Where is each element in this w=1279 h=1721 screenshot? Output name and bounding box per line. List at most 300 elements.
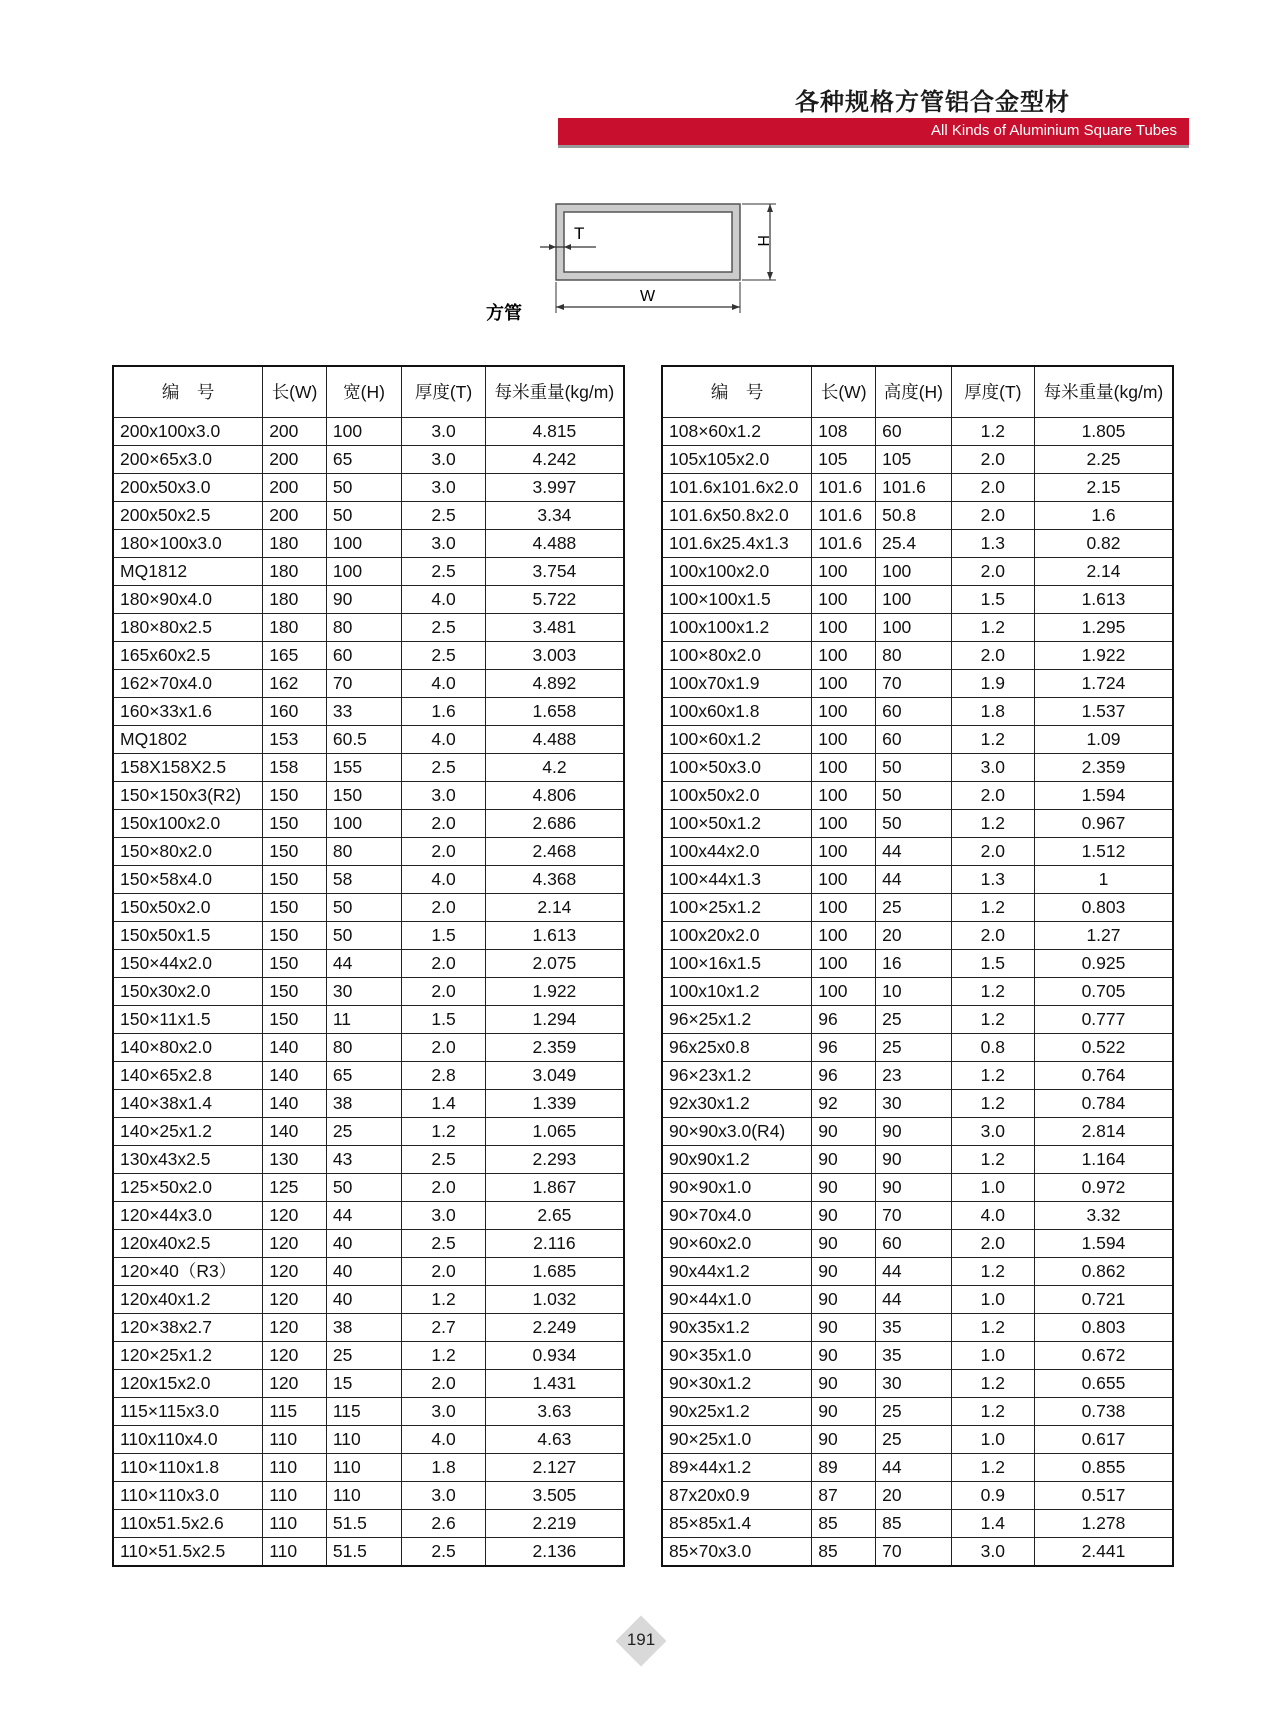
cell-height: 80 <box>326 614 401 642</box>
table-row <box>113 670 624 698</box>
table-row <box>113 1286 624 1314</box>
cell-length: 120 <box>263 1286 327 1314</box>
cell-weight: 0.777 <box>1034 1006 1173 1034</box>
dim-w-label: W <box>640 288 656 305</box>
cell-length: 85 <box>812 1510 876 1538</box>
column-header: 高度(H) <box>876 366 952 418</box>
cell-code: 158X158X2.5 <box>113 754 263 782</box>
cell-weight: 0.721 <box>1034 1286 1173 1314</box>
cell-length: 87 <box>812 1482 876 1510</box>
cell-code: 90x25x1.2 <box>662 1398 812 1426</box>
cell-weight: 1.09 <box>1034 726 1173 754</box>
cell-weight: 2.293 <box>485 1146 624 1174</box>
table-row <box>113 894 624 922</box>
cell-weight: 0.934 <box>485 1342 624 1370</box>
table-row <box>662 1230 1173 1258</box>
cell-thickness: 2.5 <box>402 558 486 586</box>
cell-height: 60 <box>326 642 401 670</box>
table-row <box>662 1006 1173 1034</box>
cell-code: 110x110x4.0 <box>113 1426 263 1454</box>
cell-height: 30 <box>876 1370 952 1398</box>
table-row <box>662 1482 1173 1510</box>
cell-thickness: 2.0 <box>951 474 1034 502</box>
cell-thickness: 1.2 <box>951 978 1034 1006</box>
table-row <box>662 670 1173 698</box>
cell-length: 100 <box>812 782 876 810</box>
cell-thickness: 1.2 <box>951 1090 1034 1118</box>
table-row <box>662 1454 1173 1482</box>
cell-height: 110 <box>326 1482 401 1510</box>
cell-weight: 0.855 <box>1034 1454 1173 1482</box>
cell-height: 90 <box>876 1118 952 1146</box>
cell-thickness: 1.2 <box>951 1370 1034 1398</box>
table-row <box>662 1118 1173 1146</box>
cell-height: 80 <box>326 838 401 866</box>
cell-code: 200x50x2.5 <box>113 502 263 530</box>
cell-code: MQ1812 <box>113 558 263 586</box>
spec-table-right <box>661 365 1174 1567</box>
table-row <box>113 810 624 838</box>
cell-code: 100×80x2.0 <box>662 642 812 670</box>
cell-height: 85 <box>876 1510 952 1538</box>
cell-code: 92x30x1.2 <box>662 1090 812 1118</box>
cell-code: 100×60x1.2 <box>662 726 812 754</box>
cell-weight: 2.65 <box>485 1202 624 1230</box>
cell-code: 100x60x1.8 <box>662 698 812 726</box>
cell-height: 150 <box>326 782 401 810</box>
table-header-row <box>113 366 624 418</box>
cell-height: 70 <box>876 1202 952 1230</box>
cell-height: 50 <box>876 810 952 838</box>
cell-thickness: 4.0 <box>402 670 486 698</box>
cell-length: 100 <box>812 698 876 726</box>
cell-weight: 3.481 <box>485 614 624 642</box>
table-row <box>662 1538 1173 1567</box>
cell-code: 100x100x1.2 <box>662 614 812 642</box>
table-row <box>113 866 624 894</box>
table-row <box>113 1454 624 1482</box>
cell-height: 100 <box>326 558 401 586</box>
cell-code: 90×30x1.2 <box>662 1370 812 1398</box>
cell-thickness: 2.0 <box>951 838 1034 866</box>
cell-thickness: 1.2 <box>951 1006 1034 1034</box>
cell-length: 150 <box>263 866 327 894</box>
cell-weight: 3.505 <box>485 1482 624 1510</box>
cell-thickness: 2.6 <box>402 1510 486 1538</box>
cell-thickness: 3.0 <box>402 446 486 474</box>
cell-weight: 4.488 <box>485 726 624 754</box>
cell-weight: 0.803 <box>1034 894 1173 922</box>
cell-length: 150 <box>263 922 327 950</box>
cell-thickness: 3.0 <box>402 1202 486 1230</box>
cell-height: 50 <box>876 782 952 810</box>
cell-length: 90 <box>812 1118 876 1146</box>
cell-thickness: 1.0 <box>951 1286 1034 1314</box>
cell-length: 90 <box>812 1286 876 1314</box>
cell-thickness: 1.3 <box>951 530 1034 558</box>
cell-thickness: 3.0 <box>402 1482 486 1510</box>
cell-length: 96 <box>812 1034 876 1062</box>
cell-height: 60 <box>876 698 952 726</box>
cell-code: 150x100x2.0 <box>113 810 263 838</box>
cell-thickness: 3.0 <box>951 754 1034 782</box>
table-row <box>662 866 1173 894</box>
cell-code: 110×51.5x2.5 <box>113 1538 263 1567</box>
cell-weight: 1.065 <box>485 1118 624 1146</box>
table-row <box>113 1062 624 1090</box>
cell-length: 200 <box>263 474 327 502</box>
table-row <box>113 782 624 810</box>
cell-code: 140×65x2.8 <box>113 1062 263 1090</box>
table-row <box>113 1258 624 1286</box>
table-row <box>113 1398 624 1426</box>
cell-weight: 0.862 <box>1034 1258 1173 1286</box>
cell-weight: 4.892 <box>485 670 624 698</box>
cell-length: 180 <box>263 558 327 586</box>
cell-height: 44 <box>876 838 952 866</box>
cell-code: 200x50x3.0 <box>113 474 263 502</box>
cell-weight: 0.705 <box>1034 978 1173 1006</box>
cell-height: 16 <box>876 950 952 978</box>
cell-height: 25 <box>326 1118 401 1146</box>
cell-weight: 1.431 <box>485 1370 624 1398</box>
cell-weight: 3.32 <box>1034 1202 1173 1230</box>
table-row <box>662 1202 1173 1230</box>
cell-thickness: 1.2 <box>402 1342 486 1370</box>
cell-code: 100x20x2.0 <box>662 922 812 950</box>
cell-length: 108 <box>812 418 876 446</box>
table-row <box>662 1286 1173 1314</box>
cell-code: 100x10x1.2 <box>662 978 812 1006</box>
cell-length: 150 <box>263 782 327 810</box>
cell-height: 44 <box>326 950 401 978</box>
table-row <box>662 1258 1173 1286</box>
cell-height: 50 <box>326 474 401 502</box>
cell-weight: 1.339 <box>485 1090 624 1118</box>
cell-length: 125 <box>263 1174 327 1202</box>
page-number-badge <box>616 1616 666 1666</box>
cell-height: 110 <box>326 1454 401 1482</box>
cell-thickness: 1.2 <box>951 1062 1034 1090</box>
cell-length: 120 <box>263 1342 327 1370</box>
cell-height: 90 <box>876 1174 952 1202</box>
cell-thickness: 1.5 <box>402 1006 486 1034</box>
cell-thickness: 1.3 <box>951 866 1034 894</box>
cell-length: 110 <box>263 1454 327 1482</box>
table-row <box>662 1174 1173 1202</box>
table-row <box>662 1510 1173 1538</box>
cell-weight: 0.655 <box>1034 1370 1173 1398</box>
cell-height: 11 <box>326 1006 401 1034</box>
cell-code: 120×40（R3） <box>113 1258 263 1286</box>
cell-height: 50 <box>326 1174 401 1202</box>
table-row <box>662 754 1173 782</box>
cell-thickness: 2.5 <box>402 1146 486 1174</box>
cell-length: 110 <box>263 1510 327 1538</box>
table-row <box>113 698 624 726</box>
cell-weight: 2.219 <box>485 1510 624 1538</box>
cell-code: 120x40x2.5 <box>113 1230 263 1258</box>
cell-height: 44 <box>876 1454 952 1482</box>
cell-code: 96×23x1.2 <box>662 1062 812 1090</box>
cell-thickness: 2.0 <box>951 502 1034 530</box>
cell-height: 30 <box>326 978 401 1006</box>
cell-weight: 3.754 <box>485 558 624 586</box>
cell-code: 90x90x1.2 <box>662 1146 812 1174</box>
cell-thickness: 3.0 <box>402 418 486 446</box>
cell-height: 44 <box>876 1258 952 1286</box>
cell-height: 50 <box>326 922 401 950</box>
cell-length: 120 <box>263 1370 327 1398</box>
cell-height: 50 <box>326 894 401 922</box>
cell-length: 100 <box>812 558 876 586</box>
cell-length: 85 <box>812 1538 876 1567</box>
cell-code: 87x20x0.9 <box>662 1482 812 1510</box>
column-header: 长(W) <box>263 366 327 418</box>
cell-code: 100×25x1.2 <box>662 894 812 922</box>
cell-length: 120 <box>263 1202 327 1230</box>
cell-height: 43 <box>326 1146 401 1174</box>
cell-code: 101.6x50.8x2.0 <box>662 502 812 530</box>
cell-weight: 4.368 <box>485 866 624 894</box>
cell-length: 90 <box>812 1174 876 1202</box>
cell-thickness: 1.2 <box>402 1286 486 1314</box>
cell-thickness: 1.0 <box>951 1342 1034 1370</box>
table-row <box>113 1034 624 1062</box>
cell-thickness: 0.8 <box>951 1034 1034 1062</box>
diagram-label: 方管 <box>486 303 522 324</box>
cell-code: 162×70x4.0 <box>113 670 263 698</box>
cell-thickness: 2.0 <box>402 1370 486 1398</box>
table-row <box>662 642 1173 670</box>
cell-thickness: 1.2 <box>951 1314 1034 1342</box>
cell-weight: 1.922 <box>1034 642 1173 670</box>
table-row <box>662 558 1173 586</box>
cell-length: 96 <box>812 1006 876 1034</box>
cell-weight: 5.722 <box>485 586 624 614</box>
cell-height: 60 <box>876 1230 952 1258</box>
cell-weight: 1.537 <box>1034 698 1173 726</box>
table-row <box>113 614 624 642</box>
cell-length: 100 <box>812 754 876 782</box>
cell-length: 140 <box>263 1062 327 1090</box>
cell-height: 50 <box>326 502 401 530</box>
cell-height: 40 <box>326 1258 401 1286</box>
cell-thickness: 1.4 <box>402 1090 486 1118</box>
cell-height: 50.8 <box>876 502 952 530</box>
cell-length: 90 <box>812 1426 876 1454</box>
table-row <box>662 782 1173 810</box>
cell-code: 90×90x1.0 <box>662 1174 812 1202</box>
cell-code: 100×16x1.5 <box>662 950 812 978</box>
table-row <box>662 1090 1173 1118</box>
column-header: 厚度(T) <box>402 366 486 418</box>
dim-h-label: H <box>754 235 771 247</box>
cell-length: 150 <box>263 950 327 978</box>
dim-t-label: T <box>574 224 585 243</box>
cell-code: 108×60x1.2 <box>662 418 812 446</box>
cell-thickness: 2.0 <box>402 1034 486 1062</box>
cell-weight: 2.127 <box>485 1454 624 1482</box>
table-row <box>113 950 624 978</box>
table-row <box>662 530 1173 558</box>
cell-thickness: 3.0 <box>402 782 486 810</box>
cell-code: 90×70x4.0 <box>662 1202 812 1230</box>
cell-weight: 0.764 <box>1034 1062 1173 1090</box>
cell-height: 70 <box>876 670 952 698</box>
table-row <box>113 418 624 446</box>
cell-code: 200×65x3.0 <box>113 446 263 474</box>
cell-weight: 2.116 <box>485 1230 624 1258</box>
cell-code: 90×60x2.0 <box>662 1230 812 1258</box>
column-header: 长(W) <box>812 366 876 418</box>
table-row <box>113 922 624 950</box>
cell-thickness: 2.0 <box>402 838 486 866</box>
cell-code: 120x40x1.2 <box>113 1286 263 1314</box>
cell-thickness: 2.0 <box>951 922 1034 950</box>
cell-height: 105 <box>876 446 952 474</box>
cell-height: 38 <box>326 1090 401 1118</box>
cell-thickness: 0.9 <box>951 1482 1034 1510</box>
table-row <box>113 586 624 614</box>
cell-weight: 2.814 <box>1034 1118 1173 1146</box>
title-bar <box>558 118 1189 145</box>
cell-height: 40 <box>326 1230 401 1258</box>
cell-code: 150×11x1.5 <box>113 1006 263 1034</box>
table-row <box>113 1118 624 1146</box>
cell-code: 100×50x1.2 <box>662 810 812 838</box>
cell-weight: 0.738 <box>1034 1398 1173 1426</box>
cell-length: 100 <box>812 614 876 642</box>
cell-length: 115 <box>263 1398 327 1426</box>
cell-thickness: 1.2 <box>951 614 1034 642</box>
cell-thickness: 2.0 <box>402 1174 486 1202</box>
cell-weight: 3.63 <box>485 1398 624 1426</box>
cell-thickness: 2.0 <box>951 642 1034 670</box>
cell-thickness: 4.0 <box>402 726 486 754</box>
cell-length: 150 <box>263 810 327 838</box>
cell-weight: 4.2 <box>485 754 624 782</box>
cell-code: 115×115x3.0 <box>113 1398 263 1426</box>
cell-height: 65 <box>326 1062 401 1090</box>
cell-weight: 1.6 <box>1034 502 1173 530</box>
cell-length: 90 <box>812 1146 876 1174</box>
table-row <box>113 474 624 502</box>
table-row <box>113 1174 624 1202</box>
table-row <box>113 1006 624 1034</box>
cell-thickness: 1.2 <box>951 1146 1034 1174</box>
cell-length: 100 <box>812 866 876 894</box>
cell-thickness: 1.0 <box>951 1174 1034 1202</box>
cell-code: 90x44x1.2 <box>662 1258 812 1286</box>
table-row <box>662 698 1173 726</box>
cell-height: 25 <box>876 894 952 922</box>
table-row <box>662 894 1173 922</box>
cell-length: 101.6 <box>812 502 876 530</box>
page-number: 191 <box>626 1630 656 1649</box>
cell-thickness: 1.8 <box>402 1454 486 1482</box>
cell-thickness: 4.0 <box>402 1426 486 1454</box>
cell-thickness: 1.0 <box>951 1426 1034 1454</box>
table-row <box>662 502 1173 530</box>
cell-length: 90 <box>812 1230 876 1258</box>
cell-length: 120 <box>263 1258 327 1286</box>
table-row <box>113 1146 624 1174</box>
cell-length: 100 <box>812 642 876 670</box>
cell-height: 100 <box>876 586 952 614</box>
cell-height: 25 <box>876 1426 952 1454</box>
cell-code: 180×80x2.5 <box>113 614 263 642</box>
cell-thickness: 2.0 <box>951 446 1034 474</box>
cell-code: 150x30x2.0 <box>113 978 263 1006</box>
cell-code: 96x25x0.8 <box>662 1034 812 1062</box>
cell-length: 90 <box>812 1342 876 1370</box>
cell-thickness: 4.0 <box>402 866 486 894</box>
column-header: 宽(H) <box>326 366 401 418</box>
table-row <box>662 1426 1173 1454</box>
cell-length: 130 <box>263 1146 327 1174</box>
cell-thickness: 1.2 <box>951 1454 1034 1482</box>
table-row <box>662 614 1173 642</box>
cell-code: 120x15x2.0 <box>113 1370 263 1398</box>
cell-code: 101.6x101.6x2.0 <box>662 474 812 502</box>
cell-weight: 3.003 <box>485 642 624 670</box>
cell-code: 140×38x1.4 <box>113 1090 263 1118</box>
table-row <box>113 1230 624 1258</box>
cell-weight: 2.359 <box>1034 754 1173 782</box>
table-row <box>662 922 1173 950</box>
table-row <box>662 1398 1173 1426</box>
cell-height: 30 <box>876 1090 952 1118</box>
cell-height: 100 <box>876 614 952 642</box>
table-row <box>662 1034 1173 1062</box>
cell-thickness: 3.0 <box>402 474 486 502</box>
cell-code: 90×25x1.0 <box>662 1426 812 1454</box>
cell-height: 110 <box>326 1426 401 1454</box>
spec-table-left <box>112 365 625 1567</box>
table-row <box>662 978 1173 1006</box>
table-row <box>113 1538 624 1567</box>
cell-code: 180×100x3.0 <box>113 530 263 558</box>
cell-weight: 2.25 <box>1034 446 1173 474</box>
cell-length: 100 <box>812 978 876 1006</box>
table-row <box>113 1510 624 1538</box>
cell-weight: 4.63 <box>485 1426 624 1454</box>
cell-thickness: 1.2 <box>951 894 1034 922</box>
cell-code: 96×25x1.2 <box>662 1006 812 1034</box>
cell-weight: 3.049 <box>485 1062 624 1090</box>
cell-height: 25 <box>326 1342 401 1370</box>
cell-code: 110x51.5x2.6 <box>113 1510 263 1538</box>
cell-length: 180 <box>263 586 327 614</box>
cell-weight: 2.359 <box>485 1034 624 1062</box>
cell-weight: 0.925 <box>1034 950 1173 978</box>
cell-height: 70 <box>326 670 401 698</box>
cell-height: 101.6 <box>876 474 952 502</box>
cell-length: 110 <box>263 1482 327 1510</box>
cell-thickness: 2.0 <box>951 558 1034 586</box>
cell-code: 105x105x2.0 <box>662 446 812 474</box>
table-row <box>113 1090 624 1118</box>
cell-length: 120 <box>263 1314 327 1342</box>
cell-height: 44 <box>876 1286 952 1314</box>
cell-length: 100 <box>812 670 876 698</box>
cell-code: 180×90x4.0 <box>113 586 263 614</box>
cell-length: 140 <box>263 1118 327 1146</box>
cell-weight: 2.468 <box>485 838 624 866</box>
cell-height: 20 <box>876 1482 952 1510</box>
column-header: 编 号 <box>113 366 263 418</box>
